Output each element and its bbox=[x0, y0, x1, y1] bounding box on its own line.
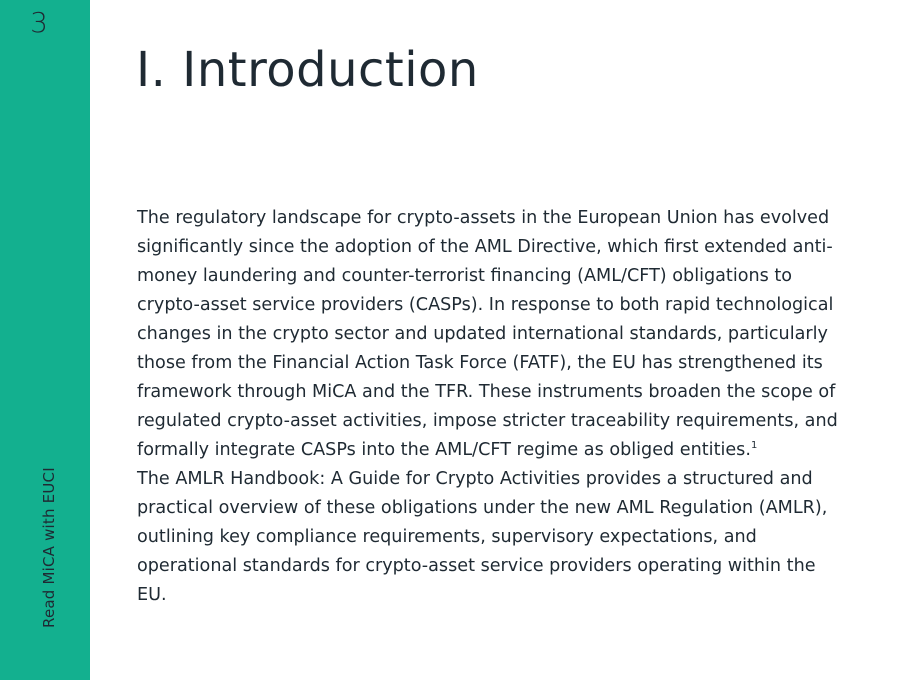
paragraph-intro bbox=[137, 204, 842, 465]
body-text bbox=[137, 204, 842, 610]
sidebar-label: Read MiCA with EUCI bbox=[40, 467, 58, 628]
page-number: 3 bbox=[30, 6, 48, 39]
paragraph-intro-text: The regulatory landscape for crypto-assets in the European Union has evolved significantly since the adoption of the AML Directive, which first extended anti-money laundering and counter-terrorist financing (AML/CFT) obligations to crypto-asset service providers (CASPs). In response to both rapid technological changes in the crypto sector and updated international standards, particularly those from the Financial Action Task Force (FATF), the EU has strengthened its framework through MiCA and the TFR. These instruments broaden the scope of regulated crypto-asset activities, impose stricter traceability requirements, and formally integrate CASPs into the AML/CFT regime as obliged entities. bbox=[137, 208, 838, 460]
sidebar bbox=[0, 0, 90, 680]
paragraph-handbook: The AMLR Handbook: A Guide for Crypto Activities provides a structured and practical overview of these obligations under the new AML Regulation (AMLR), outlining key compliance requirements, supervisory expectations, and operational standards for crypto-asset service providers operating within the EU. bbox=[137, 469, 828, 605]
footnote-ref[interactable]: 1 bbox=[750, 440, 758, 452]
page-title: I. Introduction bbox=[136, 42, 479, 98]
